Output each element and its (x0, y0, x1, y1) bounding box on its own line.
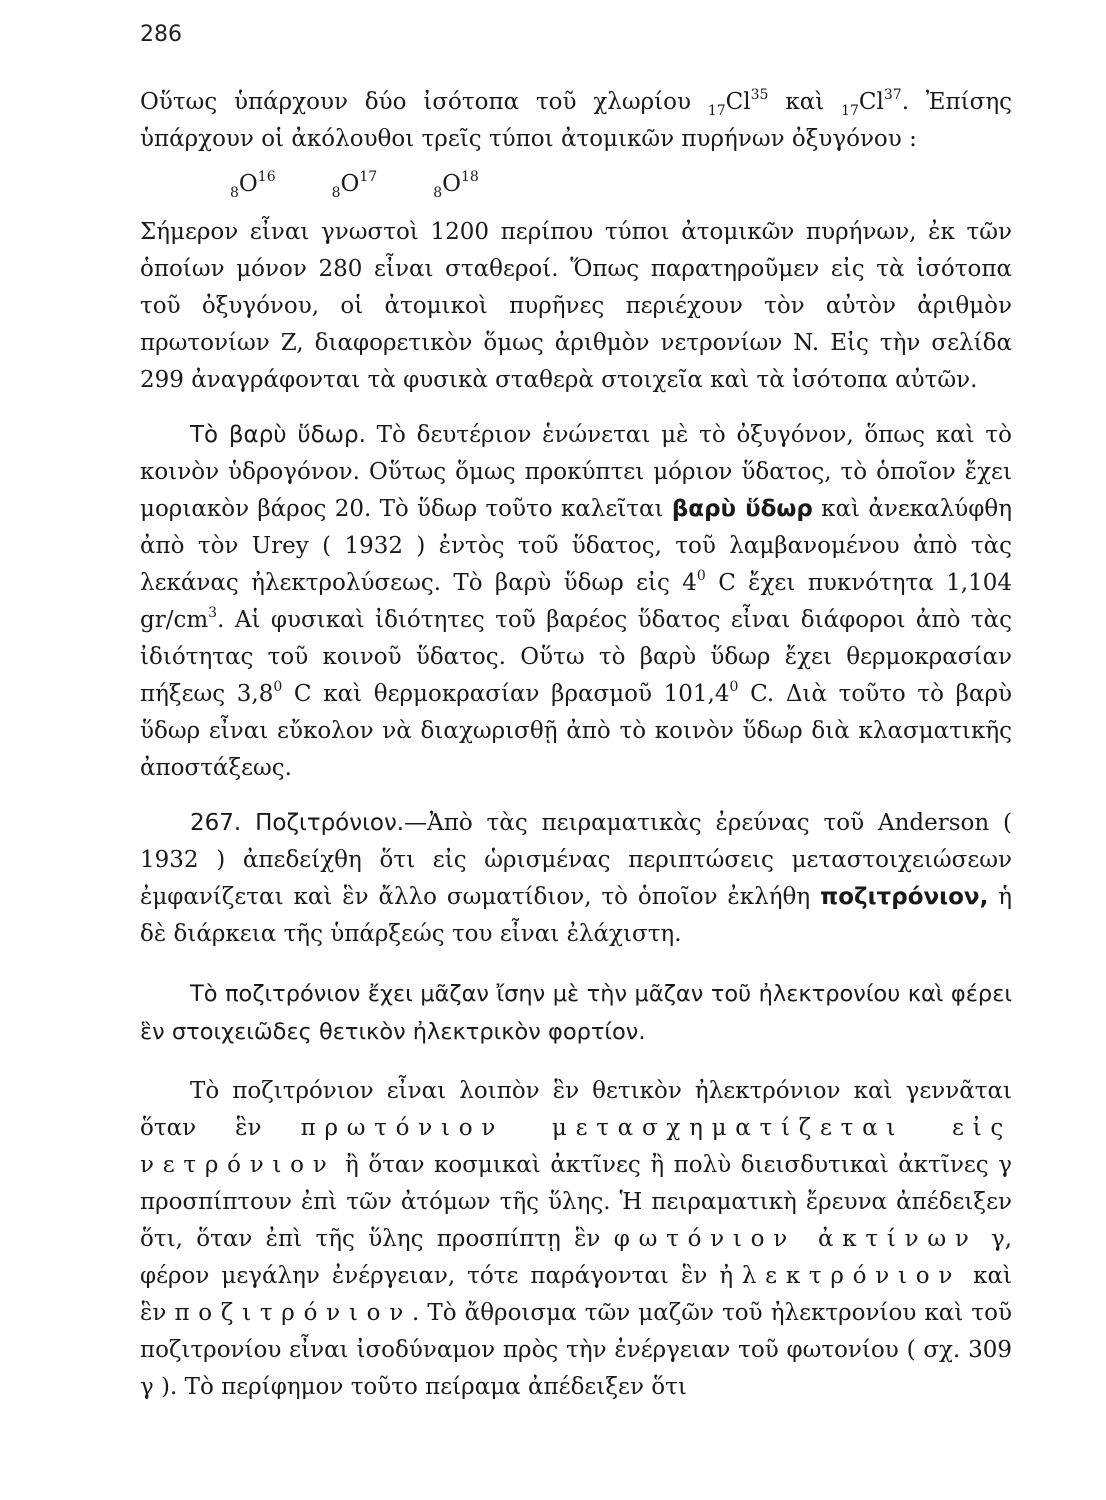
text-run: καὶ (768, 89, 842, 115)
element-symbol: O (442, 171, 461, 197)
text-run: C καὶ θερμοκρασίαν βρασμοῦ 101,4 (282, 681, 730, 707)
page-number: 286 (140, 22, 182, 47)
exponent: 3 (208, 605, 218, 621)
isotope-o18 (433, 166, 479, 202)
mass-number: 16 (257, 169, 276, 185)
oxygen-isotopes (140, 166, 1012, 202)
bold-term: ποζιτρόνιον, (820, 884, 989, 910)
paragraph-known-nuclei: Σήμερον εἶναι γνωστοὶ 1200 περίπου τύποι ἀτομικῶν πυρήνων, ἐκ τῶν ὁποίων μόνον 280 εἶναι σταθεροί. Ὅπως παρατηροῦμεν εἰς τὰ ἰσότοπα τοῦ ὀξυγόνου, οἱ ἀτομικοὶ πυρῆνες περιέχουν τὸν αὐτὸν ἀριθμὸν πρωτονίων Z, διαφορετικὸν ὅμως ἀριθμὸν νετρονίων N. Εἰς τὴν σελίδα 299 ἀναγράφονται τὰ φυσικὰ σταθερὰ στοιχεῖα καὶ τὰ ἰσότοπα αὐτῶν. (140, 219, 1012, 393)
mass-number: 35 (750, 87, 769, 103)
text-run: —Ἀπὸ τὰς πειραματικὰς ἐρεύνας τοῦ Anderson ( 1932 ) ἀπεδείχθη ὅτι εἰς ὡρισμένας περιπτώσεις μεταστοιχειώσεων ἐμφανίζεται καὶ ἓν ἄλλο σωματίδιον, τὸ ὁποῖον ἐκλήθη (140, 810, 1013, 910)
mass-number: 18 (461, 169, 479, 185)
text-run: ἢ ὅταν κοσμικαὶ ἀκτῖνες ἢ πολὺ διεισδυτικαὶ ἀκτῖνες γ προσπίπτουν ἐπὶ τῶν ἀτόμων τῆς ὕλης. Ἡ πειραματικὴ ἔρευνα ἀπέδειξεν ὅτι, ὅταν ἐπὶ τῆς ὕλης προσπίπτῃ ἓν (140, 1152, 1012, 1252)
element-symbol: O (238, 171, 258, 197)
degree-mark: 0 (729, 679, 739, 695)
atomic-number: 8 (230, 185, 239, 201)
isotope-o16 (230, 166, 276, 202)
paragraph-positron-origin (140, 1073, 1012, 1406)
text-run: . Τὸ ἄθροισμα τῶν μαζῶν τοῦ ἠλεκτρονίου καὶ τοῦ ποζιτρονίου εἶναι ἰσοδύναμον πρὸς τὴν ἐνέργειαν τοῦ φωτονίου ( σχ. 309 γ ). Τὸ περίφημον τοῦτο πείραμα ἀπέδειξεν ὅτι (140, 1300, 1012, 1400)
spaced-text: ποζιτρόνιον (174, 1300, 412, 1326)
spaced-text: πρωτόνιον μετασχηματίζεται εἰς νετρόνιον (140, 1115, 1012, 1178)
text-run: Τὸ δευτέριον ἑνώνεται μὲ τὸ ὀξυγόνον, ὅπως καὶ τὸ κοινὸν ὑδρογόνον. Οὕτως ὅμως προκύπτει μόριον ὕδατος, τὸ ὁποῖον ἔχει μοριακὸν βάρος 20. Τὸ ὕδωρ τοῦτο καλεῖται (140, 422, 1012, 522)
text-run: ἡ δὲ διάρκεια τῆς ὑπάρξεώς του εἶναι ἐλάχιστη. (140, 884, 1013, 947)
text-run: . Ἐπίσης ὑπάρχουν οἱ ἀκόλουθοι τρεῖς τύποι ἀτομικῶν πυρήνων ὀξυγόνου : (140, 89, 1012, 152)
element-symbol: Cl (858, 89, 884, 115)
element-symbol: Cl (725, 89, 751, 115)
bold-term: βαρὺ ὕδωρ (671, 496, 813, 522)
mass-number: 37 (883, 87, 902, 103)
degree-mark: 0 (273, 679, 283, 695)
text-run: καὶ ἀνεκαλύφθη ἀπὸ τὸν Urey ( 1932 ) ἐντὸς τοῦ ὕδατος, τοῦ λαμβανομένου ἀπὸ τὰς λεκάνας ἠλεκτρολύσεως. Τὸ βαρὺ ὕδωρ εἰς 4 (140, 496, 1012, 596)
isotope-o17 (332, 166, 378, 202)
text-run: C ἔχει πυκνότητα 1,104 gr/cm (140, 570, 1012, 633)
element-symbol: O (340, 171, 360, 197)
section-heading-positron: 267. Ποζιτρόνιον. (190, 810, 405, 836)
paragraph-positron-mass: Τὸ ποζιτρόνιον ἔχει μᾶζαν ἴσην μὲ τὴν μᾶζαν τοῦ ἠλεκτρονίου καὶ φέρει ἓν στοιχειῶδες θετικὸν ἠλεκτρικὸν φορτίον. (140, 981, 1012, 1045)
text-run: καὶ ἓν (140, 1263, 1012, 1326)
text-run: Οὕτως ὑπάρχουν δύο ἰσότοπα τοῦ χλωρίου (140, 89, 708, 115)
page-body (140, 84, 1012, 1406)
atomic-number: 17 (707, 103, 726, 119)
atomic-number: 17 (841, 103, 859, 119)
atomic-number: 8 (331, 185, 341, 201)
paragraph-heavy-water (140, 417, 1012, 787)
text-run: Τὸ ποζιτρόνιον εἶναι λοιπὸν ἓν θετικὸν ἠλεκτρόνιον καὶ γεννᾶται ὅταν ἓν (140, 1078, 1012, 1141)
text-run: . Αἱ φυσικαὶ ἰδιότητες τοῦ βαρέος ὕδατος εἶναι διάφοροι ἀπὸ τὰς ἰδιότητας τοῦ κοινοῦ ὕδατος. Οὕτω τὸ βαρὺ ὕδωρ ἔχει θερμοκρασίαν πήξεως 3,8 (140, 607, 1012, 707)
atomic-number: 8 (433, 185, 443, 201)
text-run: γ, φέρον μεγάλην ἐνέργειαν, τότε παράγονται ἓν (140, 1226, 1012, 1289)
text-run: C. Διὰ τοῦτο τὸ βαρὺ ὕδωρ εἶναι εὔκολον νὰ διαχωρισθῇ ἀπὸ τὸ κοινὸν ὕδωρ διὰ κλασματικῆς ἀποστάξεως. (140, 681, 1012, 781)
degree-mark: 0 (696, 568, 706, 584)
spaced-text: φωτόνιον ἀκτίνων (613, 1226, 978, 1252)
section-heading-heavy-water: Τὸ βαρὺ ὕδωρ. (190, 422, 366, 448)
paragraph-positron-section (140, 805, 1012, 953)
spaced-text: ἠλεκτρόνιον (719, 1263, 962, 1289)
mass-number: 17 (359, 169, 378, 185)
paragraph-chlorine-isotopes (140, 84, 1012, 158)
